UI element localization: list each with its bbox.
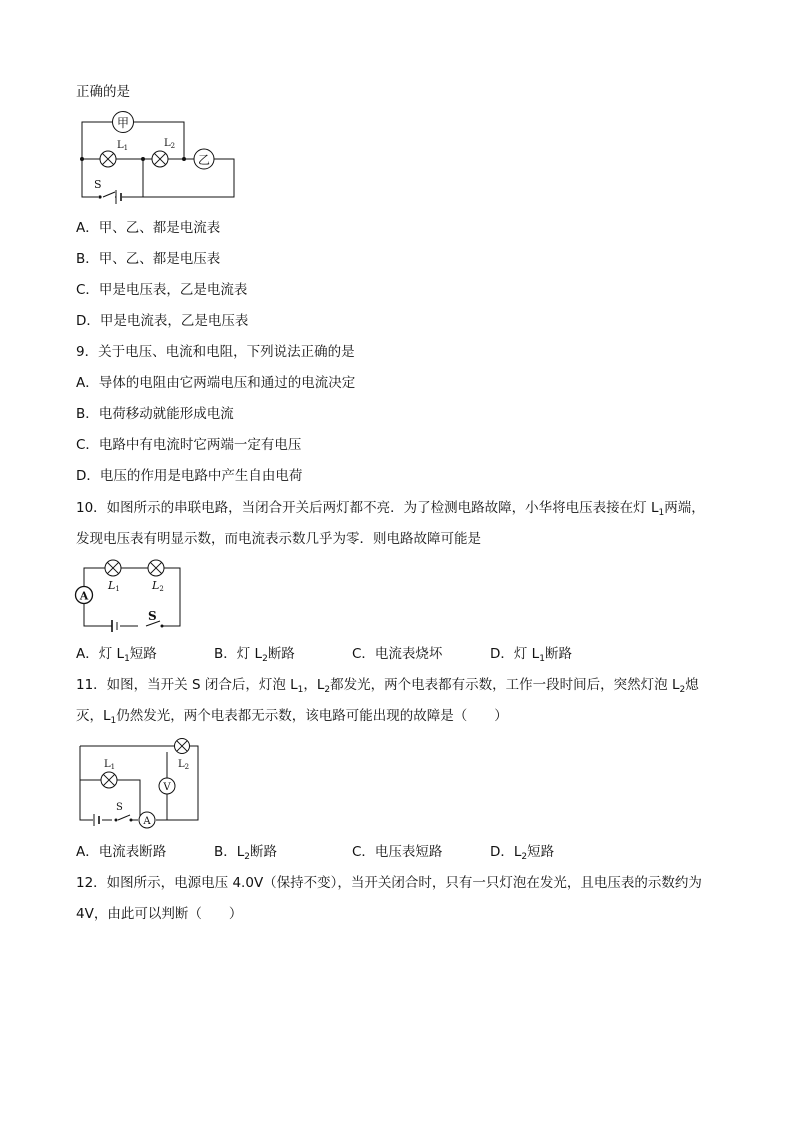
q11-lamp-l2-label: $L_2$: [178, 759, 190, 771]
q8-meter-yi-icon: [194, 149, 214, 169]
q10-option-a: A．灯 $L_1$短路: [76, 646, 157, 664]
svg-text:乙: 乙: [197, 153, 211, 167]
q10-switch-icon: [161, 625, 164, 628]
q11-lamp-l1-icon: [101, 772, 117, 788]
q10-lamp-l1-icon: [105, 560, 121, 576]
q8-lamp-l2-icon: [152, 151, 168, 167]
q10-option-d: D．灯 $L_1$断路: [490, 646, 572, 664]
q8-option-d: D．甲是电流表，乙是电压表: [76, 313, 249, 329]
q11-lamp-l1-label: $L_1$: [104, 759, 116, 771]
q11-option-d: D．$L_2$短路: [490, 844, 555, 862]
q10-lamp-l2-icon: [148, 560, 164, 576]
q10-stem-line1: 10．如图所示的串联电路，当闭合开关后两灯都不亮．为了检测电路故障，小华将电压表接在灯 $L_1$两端，: [76, 500, 705, 518]
q8-option-a: A．甲、乙、都是电流表: [76, 220, 221, 236]
q10-lamp-l2-label: L2: [152, 579, 164, 593]
q8-option-b: B．甲、乙、都是电压表: [76, 251, 221, 267]
svg-text:甲: 甲: [116, 116, 130, 130]
q11-voltmeter-icon: [159, 778, 175, 794]
q9-option-b: B．电荷移动就能形成电流: [76, 406, 234, 422]
q11-option-a: A．电流表断路: [76, 844, 167, 860]
q8-lamp-l1-label: $L_1$: [117, 140, 129, 152]
q11-stem-line1: 11．如图，当开关 S 闭合后，灯泡 $L_1$，$L_2$都发光，两个电表都有示数，工作一段时间后，突然灯泡 $L_2$熄: [76, 677, 699, 695]
q8-switch-label: S: [94, 178, 102, 191]
q10-option-c: C．电流表烧坏: [352, 646, 443, 662]
q8-meter-jia-icon: [113, 112, 134, 133]
q10-circuit-diagram: [76, 558, 186, 630]
q9-option-c: C．电路中有电流时它两端一定有电压: [76, 437, 302, 453]
q10-lamp-l1-label: L1: [108, 579, 120, 593]
q11-stem-line2: 灭，$L_1$仍然发光，两个电表都无示数，该电路可能出现的故障是（ ）: [76, 708, 508, 726]
q12-stem-line2: 4V，由此可以判断（ ）: [76, 906, 243, 922]
q12-stem-line1: 12．如图所示，电源电压 4.0V（保持不变），当开关闭合时，只有一只灯泡在发光，且电压表的示数约为: [76, 875, 702, 891]
q8-circuit-diagram: [78, 108, 238, 202]
q8-stem-tail: 正确的是: [76, 84, 130, 100]
q11-switch-icon: [115, 819, 118, 822]
q11-circuit-diagram: [78, 736, 202, 828]
q10-ammeter-icon: [76, 587, 93, 604]
q10-switch-label: S: [148, 609, 157, 623]
svg-text:V: V: [163, 782, 171, 793]
q11-lamp-l2-icon: [175, 739, 190, 754]
q10-option-b: B．灯 $L_2$断路: [214, 646, 295, 664]
q8-lamp-l2-label: $L_2$: [164, 138, 176, 150]
q8-switch-icon: [98, 195, 101, 198]
svg-text:A: A: [79, 589, 89, 603]
q11-option-b: B．$L_2$断路: [214, 844, 278, 862]
q9-option-d: D．电压的作用是电路中产生自由电荷: [76, 468, 303, 484]
q10-stem-line2: 发现电压表有明显示数，而电流表示数几乎为零．则电路故障可能是: [76, 531, 481, 547]
q11-switch-label: S: [116, 802, 123, 813]
q9-option-a: A．导体的电阻由它两端电压和通过的电流决定: [76, 375, 356, 391]
q8-option-c: C．甲是电压表，乙是电流表: [76, 282, 248, 298]
svg-text:A: A: [143, 816, 151, 827]
q11-ammeter-icon: [139, 812, 155, 828]
q9-stem: 9．关于电压、电流和电阻，下列说法正确的是: [76, 344, 355, 360]
q8-lamp-l1-icon: [100, 151, 116, 167]
q11-option-c: C．电压表短路: [352, 844, 443, 860]
